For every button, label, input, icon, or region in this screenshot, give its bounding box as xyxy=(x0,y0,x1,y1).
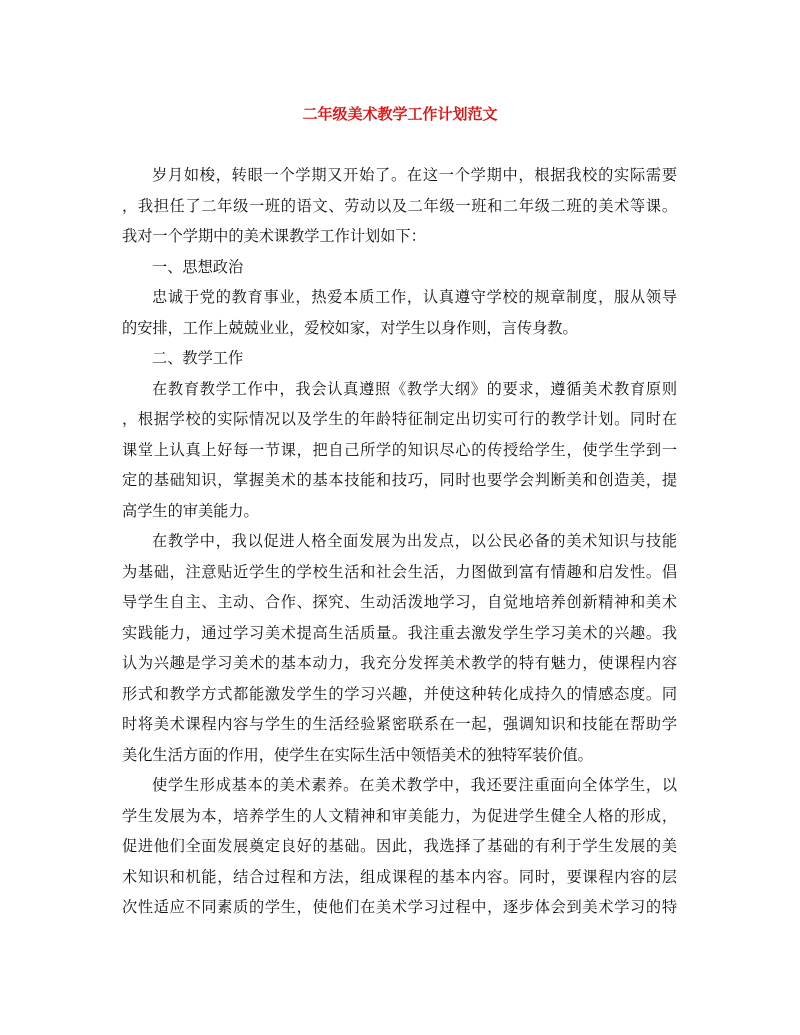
paragraph-line: 高学生的审美能力。 xyxy=(122,501,259,520)
paragraph-line: 使学生形成基本的美术素养。在美术教学中，我还要注重面向全体学生，以 xyxy=(152,776,677,794)
paragraph-line: 课堂上认真上好每一节课，把自己所学的知识尽心的传授给学生，使学生学到一 xyxy=(122,440,677,459)
paragraph-line: 我对一个学期中的美术课教学工作计划如下： xyxy=(122,227,426,245)
paragraph-line: 学生发展为本，培养学生的人文精神和审美能力，为促进学生健全人格的形成， xyxy=(122,806,677,825)
paragraph-line: 忠诚于党的教育事业，热爱本质工作，认真遵守学校的规章制度，服从领导 xyxy=(152,288,677,306)
section-heading: 一、思想政治 xyxy=(152,257,244,276)
paragraph-line: 在教育教学工作中，我会认真遵照《教学大纲》的要求，遵循美术教育原则 xyxy=(152,379,677,398)
section-heading: 二、教学工作 xyxy=(152,349,244,367)
paragraph-line: 术知识和机能，结合过程和方法，组成课程的基本内容。同时，要课程内容的层 xyxy=(122,867,677,886)
paragraph-line: ，根据学校的实际情况以及学生的年龄特征制定出切实可行的教学计划。同时在 xyxy=(122,410,677,428)
paragraph-line: 认为兴趣是学习美术的基本动力，我充分发挥美术教学的特有魅力，使课程内容 xyxy=(122,654,677,672)
paragraph-line: 定的基础知识，掌握美术的基本技能和技巧，同时也要学会判断美和创造美，提 xyxy=(122,471,677,489)
paragraph-line: 美化生活方面的作用，使学生在实际生活中领悟美术的独特军装价值。 xyxy=(122,745,593,764)
document-title: 二年级美术教学工作计划范文 xyxy=(302,105,498,123)
paragraph-line: 岁月如梭，转眼一个学期又开始了。在这一个学期中，根据我校的实际需要 xyxy=(152,166,677,184)
paragraph-line: 导学生自主、主动、合作、探究、生动活泼地学习，自觉地培养创新精神和美术 xyxy=(122,593,677,611)
paragraph-line: 在教学中，我以促进人格全面发展为出发点，以公民必备的美术知识与技能 xyxy=(152,532,677,550)
paragraph-line: 实践能力，通过学习美术提高生活质量。我注重去激发学生学习美术的兴趣。我 xyxy=(122,623,677,642)
document-body xyxy=(122,160,677,923)
paragraph-line: 形式和教学方式都能激发学生的学习兴趣，并使这种转化成持久的情感态度。同 xyxy=(122,684,677,703)
paragraph-line: 次性适应不同素质的学生，使他们在美术学习过程中，逐步体会到美术学习的特 xyxy=(122,898,677,916)
paragraph-line: 为基础，注意贴近学生的学校生活和社会生活，力图做到富有情趣和启发性。倡 xyxy=(122,562,677,581)
paragraph-line: 促进他们全面发展奠定良好的基础。因此，我选择了基础的有利于学生发展的美 xyxy=(122,837,677,855)
paragraph-line: ，我担任了二年级一班的语文、劳动以及二年级一班和二年级二班的美术等课。 xyxy=(122,196,677,215)
paragraph-line: 时将美术课程内容与学生的生活经验紧密联系在一起，强调知识和技能在帮助学 xyxy=(122,715,677,733)
paragraph-line: 的安排，工作上兢兢业业，爱校如家，对学生以身作则，言传身教。 xyxy=(122,318,578,337)
